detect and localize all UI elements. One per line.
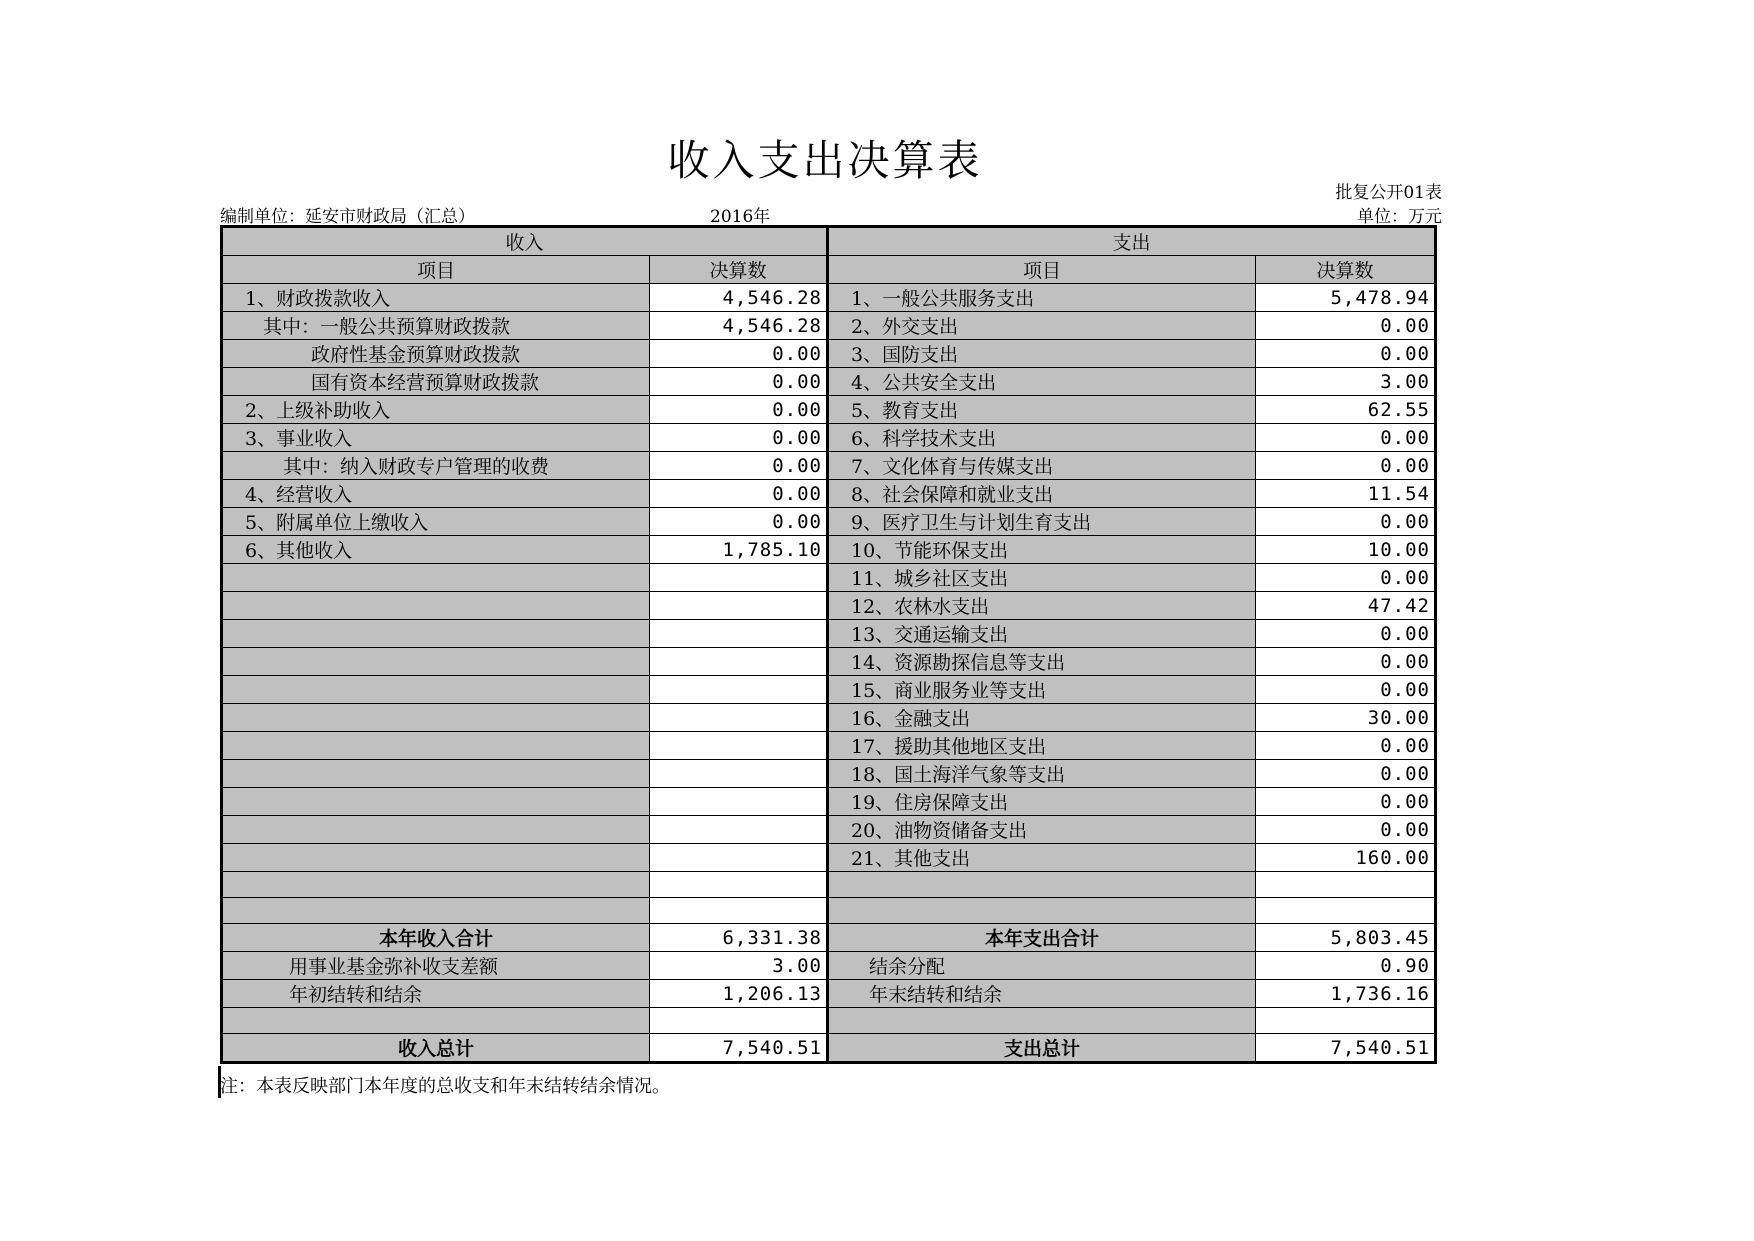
table-row (222, 424, 1436, 452)
income-year-total-value: 6,331.38 (650, 924, 828, 952)
expense-item-cell: 2、外交支出 (828, 312, 1256, 340)
income-value-cell: 0.00 (650, 340, 828, 368)
expense-item-cell: 18、国土海洋气象等支出 (828, 760, 1256, 788)
table-row (222, 816, 1436, 844)
table-note: 注：本表反映部门本年度的总收支和年末结转结余情况。 (220, 1076, 670, 1097)
income-item-cell (222, 704, 650, 732)
table-row (222, 620, 1436, 648)
expense-value-cell: 0.00 (1256, 732, 1436, 760)
income-item-cell (222, 872, 650, 898)
income-item-cell (222, 648, 650, 676)
expense-value-cell: 0.00 (1256, 508, 1436, 536)
expense-value-cell (1256, 872, 1436, 898)
table-row (222, 452, 1436, 480)
expense-item-cell: 16、金融支出 (828, 704, 1256, 732)
table-row (222, 760, 1436, 788)
expense-value-cell: 0.00 (1256, 788, 1436, 816)
expense-item-cell: 7、文化体育与传媒支出 (828, 452, 1256, 480)
income-adjust-value: 3.00 (650, 952, 828, 980)
income-value-cell (650, 816, 828, 844)
table-row (222, 704, 1436, 732)
form-code: 批复公开01表 (1335, 183, 1442, 203)
expense-adjust-item: 年末结转和结余 (828, 980, 1256, 1008)
income-item-cell: 1、财政拨款收入 (222, 284, 650, 312)
table-row (222, 480, 1436, 508)
income-item-cell (222, 816, 650, 844)
expense-item-cell: 1、一般公共服务支出 (828, 284, 1256, 312)
income-adjust-item (222, 1008, 650, 1034)
income-adjust-value: 1,206.13 (650, 980, 828, 1008)
income-item-cell (222, 732, 650, 760)
report-year: 2016年 (710, 207, 771, 227)
expense-item-cell: 12、农林水支出 (828, 592, 1256, 620)
expense-adjust-item: 结余分配 (828, 952, 1256, 980)
expense-adjust-value: 1,736.16 (1256, 980, 1436, 1008)
expense-value-cell: 0.00 (1256, 312, 1436, 340)
grand-total-row (222, 1034, 1436, 1063)
expense-adjust-value (1256, 1008, 1436, 1034)
income-grand-total-value: 7,540.51 (650, 1034, 828, 1063)
income-item-cell (222, 844, 650, 872)
income-item-cell: 国有资本经营预算财政拨款 (222, 368, 650, 396)
expense-grand-total-value: 7,540.51 (1256, 1034, 1436, 1063)
expense-adjust-item (828, 1008, 1256, 1034)
income-value-cell: 0.00 (650, 368, 828, 396)
income-value-cell (650, 676, 828, 704)
income-item-cell: 其中：纳入财政专户管理的收费 (222, 452, 650, 480)
table-row (222, 564, 1436, 592)
income-item-cell: 3、事业收入 (222, 424, 650, 452)
income-item-cell (222, 620, 650, 648)
expense-adjust-value: 0.90 (1256, 952, 1436, 980)
income-value-cell: 0.00 (650, 452, 828, 480)
table-row (222, 648, 1436, 676)
expense-item-cell: 9、医疗卫生与计划生育支出 (828, 508, 1256, 536)
expense-value-cell: 5,478.94 (1256, 284, 1436, 312)
currency-unit: 单位：万元 (1357, 207, 1442, 227)
income-item-cell (222, 788, 650, 816)
expense-value-cell (1256, 898, 1436, 924)
income-expense-table (220, 225, 1437, 1064)
income-value-cell: 0.00 (650, 508, 828, 536)
income-item-cell (222, 898, 650, 924)
expense-value-cell: 0.00 (1256, 648, 1436, 676)
income-section-header: 收入 (222, 227, 828, 256)
income-value-cell (650, 788, 828, 816)
expense-value-cell: 0.00 (1256, 620, 1436, 648)
income-amount-header: 决算数 (650, 256, 828, 284)
expense-item-cell (828, 898, 1256, 924)
expense-value-cell: 0.00 (1256, 340, 1436, 368)
income-value-cell (650, 760, 828, 788)
expense-item-cell: 19、住房保障支出 (828, 788, 1256, 816)
year-total-row (222, 924, 1436, 952)
income-value-cell: 1,785.10 (650, 536, 828, 564)
income-value-cell: 4,546.28 (650, 312, 828, 340)
expense-item-cell: 8、社会保障和就业支出 (828, 480, 1256, 508)
expense-value-cell: 0.00 (1256, 564, 1436, 592)
income-value-cell (650, 732, 828, 760)
table-row (222, 676, 1436, 704)
income-item-cell: 6、其他收入 (222, 536, 650, 564)
table-row (222, 368, 1436, 396)
income-value-cell (650, 844, 828, 872)
expense-item-cell: 20、油物资储备支出 (828, 816, 1256, 844)
table-row (222, 312, 1436, 340)
expense-item-cell: 17、援助其他地区支出 (828, 732, 1256, 760)
income-value-cell: 0.00 (650, 424, 828, 452)
table-row (222, 508, 1436, 536)
adjust-row (222, 980, 1436, 1008)
expense-value-cell: 47.42 (1256, 592, 1436, 620)
expense-value-cell: 0.00 (1256, 452, 1436, 480)
expense-value-cell: 0.00 (1256, 424, 1436, 452)
expense-section-header: 支出 (828, 227, 1436, 256)
expense-value-cell: 0.00 (1256, 760, 1436, 788)
income-value-cell (650, 592, 828, 620)
expense-value-cell: 160.00 (1256, 844, 1436, 872)
expense-value-cell: 3.00 (1256, 368, 1436, 396)
income-value-cell: 4,546.28 (650, 284, 828, 312)
expense-item-cell: 4、公共安全支出 (828, 368, 1256, 396)
income-adjust-value (650, 1008, 828, 1034)
page-title: 收入支出决算表 (667, 136, 983, 185)
table-row (222, 898, 1436, 924)
income-adjust-item: 年初结转和结余 (222, 980, 650, 1008)
income-year-total-label: 本年收入合计 (222, 924, 650, 952)
expense-year-total-value: 5,803.45 (1256, 924, 1436, 952)
income-item-cell (222, 564, 650, 592)
income-value-cell (650, 620, 828, 648)
table-row (222, 788, 1436, 816)
expense-item-cell: 11、城乡社区支出 (828, 564, 1256, 592)
income-item-cell: 2、上级补助收入 (222, 396, 650, 424)
income-item-cell (222, 592, 650, 620)
expense-year-total-label: 本年支出合计 (828, 924, 1256, 952)
expense-grand-total-label: 支出总计 (828, 1034, 1256, 1063)
compiling-unit: 编制单位：延安市财政局（汇总） (220, 207, 475, 227)
expense-item-cell: 13、交通运输支出 (828, 620, 1256, 648)
expense-value-cell: 10.00 (1256, 536, 1436, 564)
table-row (222, 340, 1436, 368)
expense-item-cell: 21、其他支出 (828, 844, 1256, 872)
table-row (222, 872, 1436, 898)
expense-value-cell: 30.00 (1256, 704, 1436, 732)
expense-item-cell: 10、节能环保支出 (828, 536, 1256, 564)
income-item-cell: 4、经营收入 (222, 480, 650, 508)
income-value-cell: 0.00 (650, 396, 828, 424)
table-row (222, 732, 1436, 760)
income-item-header: 项目 (222, 256, 650, 284)
income-grand-total-label: 收入总计 (222, 1034, 650, 1063)
expense-item-cell: 5、教育支出 (828, 396, 1256, 424)
income-value-cell (650, 872, 828, 898)
expense-item-cell: 14、资源勘探信息等支出 (828, 648, 1256, 676)
income-value-cell (650, 898, 828, 924)
income-item-cell: 政府性基金预算财政拨款 (222, 340, 650, 368)
adjust-row (222, 952, 1436, 980)
table-row (222, 536, 1436, 564)
adjust-row (222, 1008, 1436, 1034)
income-value-cell (650, 648, 828, 676)
table-row (222, 396, 1436, 424)
income-value-cell (650, 704, 828, 732)
income-item-cell (222, 760, 650, 788)
table-row (222, 284, 1436, 312)
expense-item-header: 项目 (828, 256, 1256, 284)
table-row (222, 844, 1436, 872)
expense-item-cell: 3、国防支出 (828, 340, 1256, 368)
expense-value-cell: 0.00 (1256, 676, 1436, 704)
income-item-cell: 其中：一般公共预算财政拨款 (222, 312, 650, 340)
income-item-cell: 5、附属单位上缴收入 (222, 508, 650, 536)
income-adjust-item: 用事业基金弥补收支差额 (222, 952, 650, 980)
expense-item-cell (828, 872, 1256, 898)
expense-item-cell: 15、商业服务业等支出 (828, 676, 1256, 704)
income-value-cell (650, 564, 828, 592)
expense-amount-header: 决算数 (1256, 256, 1436, 284)
income-value-cell: 0.00 (650, 480, 828, 508)
expense-item-cell: 6、科学技术支出 (828, 424, 1256, 452)
expense-value-cell: 11.54 (1256, 480, 1436, 508)
expense-value-cell: 0.00 (1256, 816, 1436, 844)
income-item-cell (222, 676, 650, 704)
table-row (222, 592, 1436, 620)
expense-value-cell: 62.55 (1256, 396, 1436, 424)
